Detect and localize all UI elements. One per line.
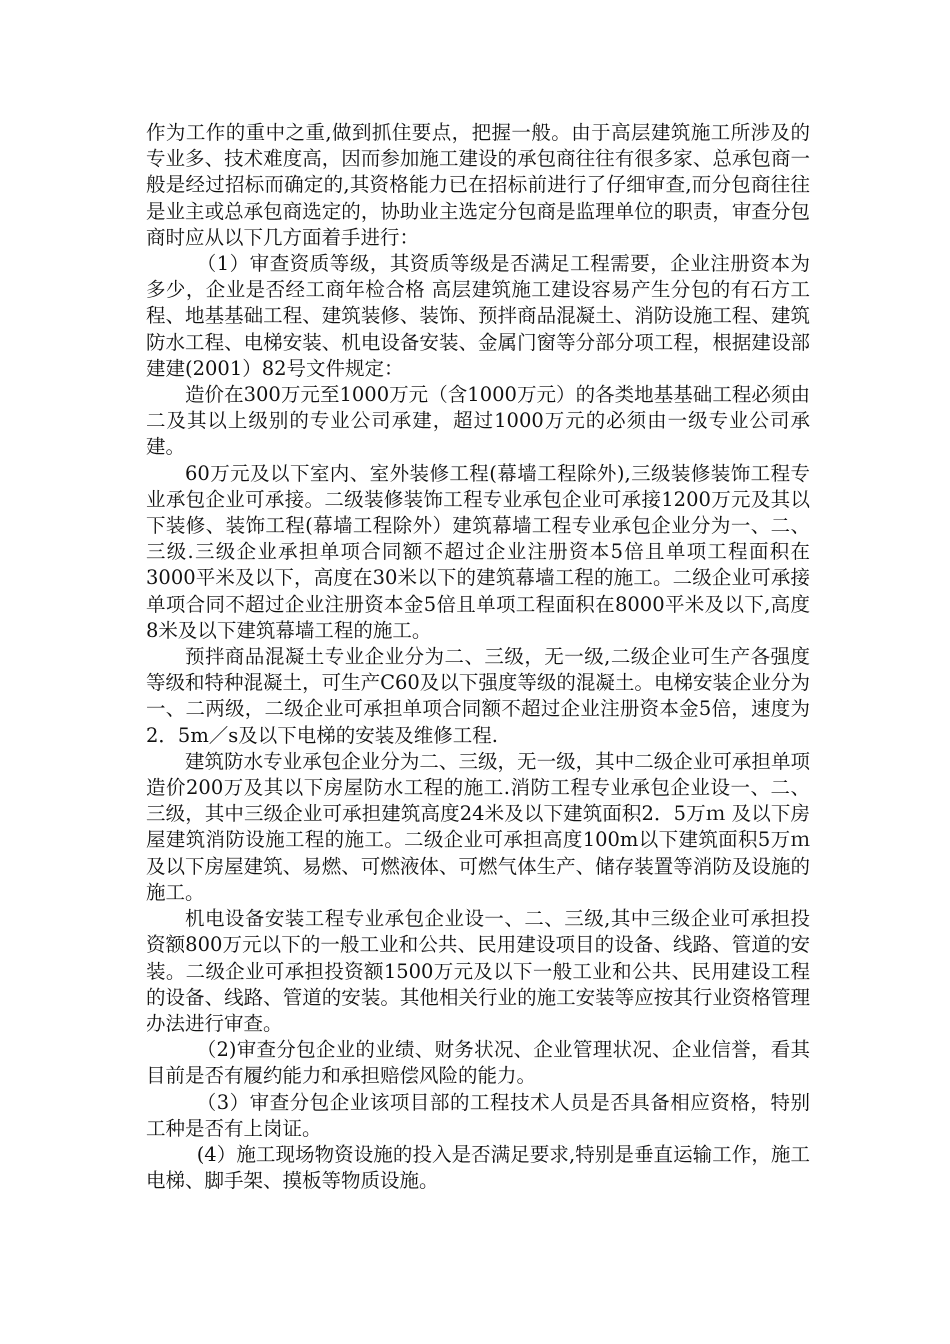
paragraph-item-2: （2)审查分包企业的业绩、财务状况、企业管理状况、企业信誉，看其目前是否有履约能力和承担赔偿风险的能力。 (146, 1038, 810, 1088)
paragraph-waterproof-fire: 建筑防水专业承包企业分为二、三级，无一级，其中二级企业可承担单项造价200万及其以下房屋防水工程的施工.消防工程专业承包企业设一、二、三级，其中三级企业可承担建筑高度24米及以下建筑面积2．5万ｍ 及以下房屋建筑消防设施工程的施工。二级企业可承担高度100m以下建筑面积5万ｍ 及以下房屋建筑、易燃、可燃液体、可燃气体生产、储存装置等消防及设施的施工。 (146, 749, 810, 904)
paragraph-concrete-elevator: 预拌商品混凝土专业企业分为二、三级，无一级,二级企业可生产各强度等级和特种混凝土，可生产C60及以下强度等级的混凝土。电梯安装企业分为一、二两级，二级企业可承担单项合同额不超过企业注册资本金5倍，速度为2．5m／s及以下电梯的安装及维修工程. (146, 645, 810, 747)
paragraph-intro: 作为工作的重中之重,做到抓住要点，把握一般。由于高层建筑施工所涉及的专业多、技术难度高，因而参加施工建设的承包商往往有很多家、总承包商一般是经过招标而确定的,其资格能力已在招标前进行了仔细审查,而分包商往往是业主或总承包商选定的，协助业主选定分包商是监理单位的职责，审查分包商时应从以下几方面着手进行： (146, 121, 810, 249)
paragraph-decoration: 60万元及以下室内、室外装修工程(幕墙工程除外),三级装修装饰工程专业承包企业可承接。二级装修装饰工程专业承包企业可承接1200万元及其以下装修、装饰工程(幕墙工程除外）建筑幕墙工程专业承包企业分为一、二、三级.三级企业承担单项合同额不超过企业注册资本5倍且单项工程面积在3000平米及以下，高度在30米以下的建筑幕墙工程的施工。二级企业可承接单项合同不超过企业注册资本金5倍且单项工程面积在8000平米及以下,高度8米及以下建筑幕墙工程的施工。 (146, 461, 810, 642)
document-body (146, 120, 810, 1194)
paragraph-item-4: (4）施工现场物资设施的投入是否满足要求,特别是垂直运输工作，施工电梯、脚手架、摸板等物质设施。 (146, 1142, 810, 1193)
paragraph-item-1: （1）审查资质等级，其资质等级是否满足工程需要，企业注册资本为多少，企业是否经工商年检合格 高层建筑施工建设容易产生分包的有石方工程、地基基础工程、建筑装修、装饰、预拌商品混凝土、消防设施工程、建筑防水工程、电梯安装、机电设备安装、金属门窗等分部分项工程，根据建设部建建(2001）82号文件规定： (146, 252, 810, 380)
paragraph-foundation: 造价在300万元至1000万元（含1000万元）的各类地基基础工程必须由二及其以上级别的专业公司承建，超过1000万元的必须由一级专业公司承建。 (146, 383, 810, 459)
paragraph-item-3: （3）审查分包企业该项目部的工程技术人员是否具备相应资格，特别工种是否有上岗证。 (146, 1090, 810, 1140)
paragraph-mechanical: 机电设备安装工程专业承包企业设一、二、三级,其中三级企业可承担投资额800万元以下的一般工业和公共、民用建设项目的设备、线路、管道的安装。二级企业可承担投资额1500万元及以下一般工业和公共、民用建设工程的设备、线路、管道的安装。其他相关行业的施工安装等应按其行业资格管理办法进行审查。 (146, 907, 810, 1035)
